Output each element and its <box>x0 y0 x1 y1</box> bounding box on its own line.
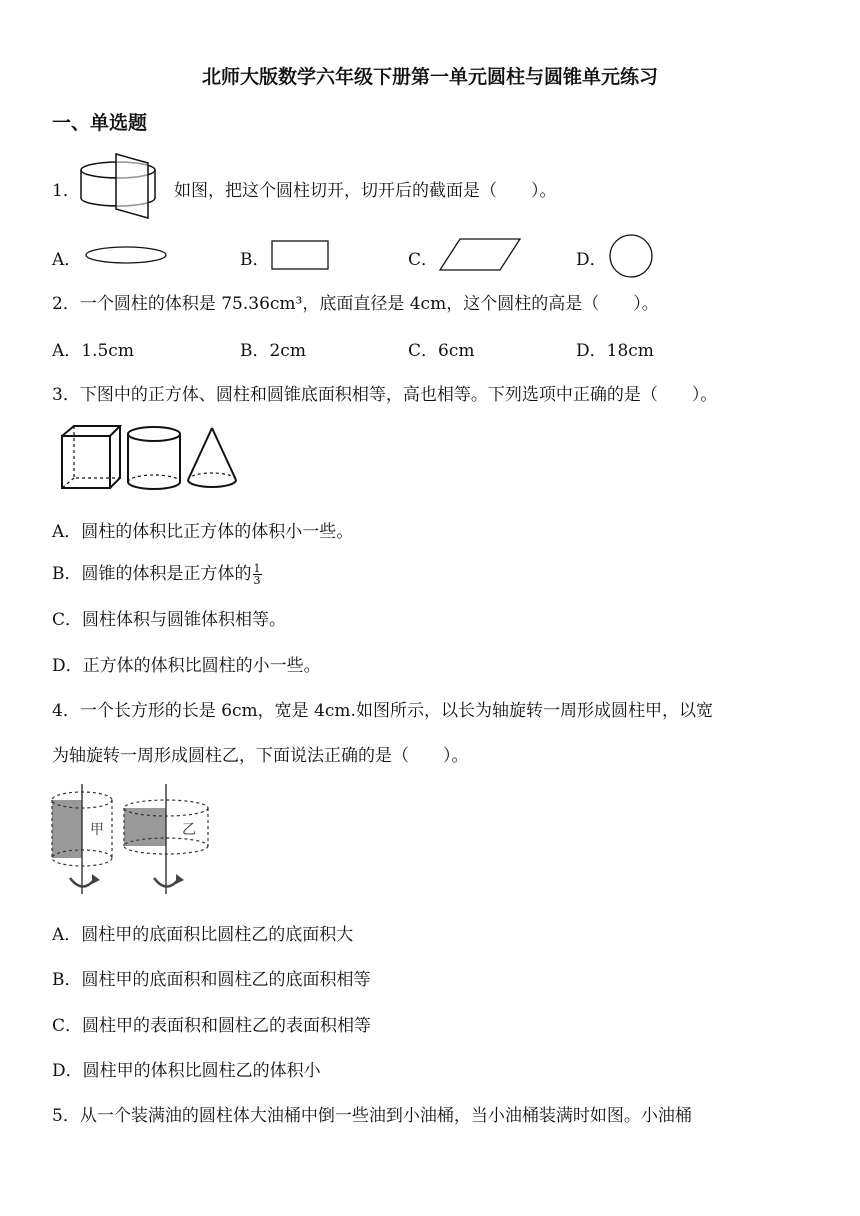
q4-option-a: A．圆柱甲的底面积比圆柱乙的底面积大 <box>52 925 354 945</box>
q4-option-c: C．圆柱甲的表面积和圆柱乙的表面积相等 <box>52 1016 372 1036</box>
q4-option-d: D．圆柱甲的体积比圆柱乙的体积小 <box>52 1061 321 1081</box>
cube-icon <box>62 426 120 488</box>
q3-option-c: C．圆柱体积与圆锥体积相等。 <box>52 610 287 630</box>
circle-icon <box>606 233 656 279</box>
arrow-head-icon <box>92 874 100 884</box>
q2-option-c: C．6cm <box>408 341 475 361</box>
label-yi: 乙 <box>182 822 196 838</box>
fraction-numerator: 1 <box>253 562 261 575</box>
fraction-one-third <box>253 563 262 586</box>
ellipse-icon <box>84 244 168 266</box>
arrow-head-icon-2 <box>176 874 184 884</box>
cone-icon <box>188 428 236 487</box>
rotation-cylinders-figure <box>48 782 224 896</box>
q4-option-b: B．圆柱甲的底面积和圆柱乙的底面积相等 <box>52 970 371 990</box>
q4-text-line1: 4．一个长方形的长是 6cm，宽是 4cm.如图所示，以长为轴旋转一周形成圆柱甲，以宽 <box>52 701 713 721</box>
label-jia: 甲 <box>90 822 104 838</box>
q3-option-d: D．正方体的体积比圆柱的小一些。 <box>52 656 321 676</box>
q3-option-a: A．圆柱的体积比正方体的体积小一些。 <box>52 522 354 542</box>
page-title: 北师大版数学六年级下册第一单元圆柱与圆锥单元练习 <box>201 66 658 88</box>
q2-option-d: D．18cm <box>576 341 654 361</box>
cylinder-jia-icon <box>52 784 112 894</box>
cylinder-icon <box>128 427 180 489</box>
q5-text: 5．从一个装满油的圆柱体大油桶中倒一些油到小油桶，当小油桶装满时如图。小油桶 <box>52 1106 692 1126</box>
q3-option-b-text: B．圆锥的体积是正方体的 <box>52 564 252 584</box>
q2-option-a: A．1.5cm <box>52 341 134 361</box>
q3-option-b <box>52 559 262 586</box>
fraction-denominator: 3 <box>253 574 261 587</box>
q4-text-line2: 为轴旋转一周形成圆柱乙，下面说法正确的是（ ）。 <box>52 746 469 766</box>
cube-cylinder-cone-figure <box>58 422 240 494</box>
q2-text: 2．一个圆柱的体积是 75.36cm³，底面直径是 4cm，这个圆柱的高是（ ）。 <box>52 294 659 314</box>
q3-text: 3．下图中的正方体、圆柱和圆锥底面积相等，高也相等。下列选项中正确的是（ ）。 <box>52 385 718 405</box>
q1-option-d-label: D． <box>576 250 607 270</box>
section-heading: 一、单选题 <box>52 112 148 134</box>
q1-option-b-label: B． <box>240 250 270 270</box>
q1-option-c-label: C． <box>408 250 439 270</box>
q1-number: 1． <box>52 181 80 201</box>
cylinder-yi-icon <box>124 784 208 894</box>
q2-option-b: B．2cm <box>240 341 306 361</box>
parallelogram-icon <box>438 237 524 273</box>
rectangle-icon <box>270 239 332 273</box>
q1-text: 如图，把这个圆柱切开，切开后的截面是（ ）。 <box>174 181 557 201</box>
q1-option-a-label: A． <box>52 250 82 270</box>
cut-cylinder-figure <box>78 150 170 222</box>
